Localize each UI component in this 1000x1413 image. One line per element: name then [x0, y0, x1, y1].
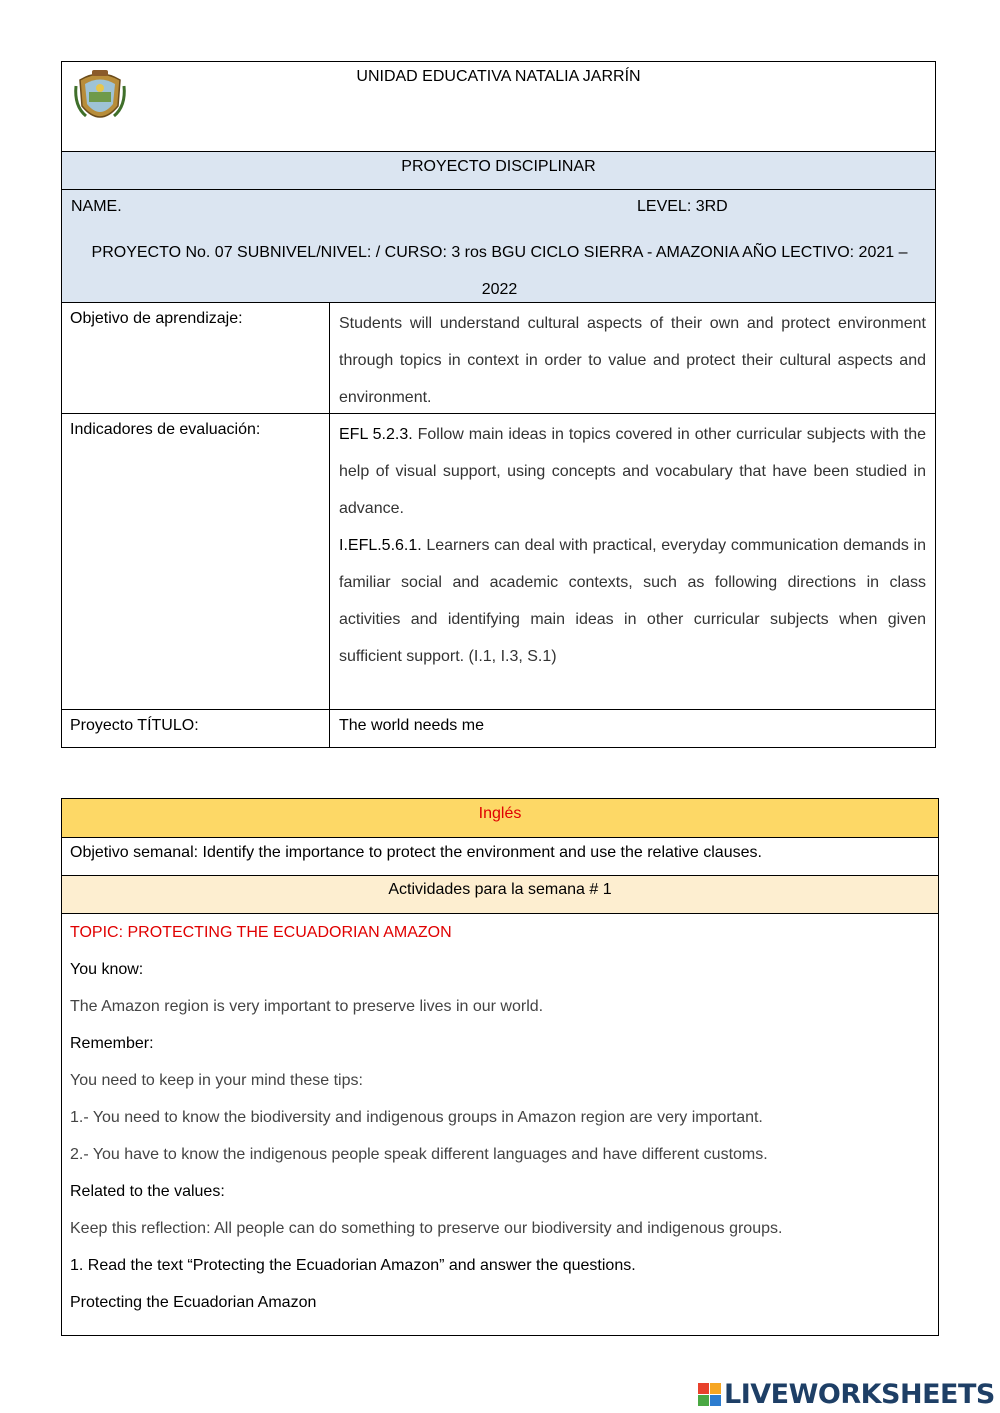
reading-instruction: 1. Read the text “Protecting the Ecuadorian Amazon” and answer the questions.: [70, 1257, 636, 1274]
weekly-activities-table: [61, 798, 939, 1336]
tip-1: 1.- You need to know the biodiversity and indigenous groups in Amazon region are very important.: [70, 1109, 763, 1126]
logo-squares-icon: [698, 1383, 721, 1406]
remember-label: Remember:: [70, 1035, 154, 1052]
indicator-code-1: EFL 5.2.3.: [339, 426, 413, 443]
remember-intro: You need to keep in your mind these tips:: [70, 1072, 363, 1089]
project-title-row: [62, 710, 935, 747]
liveworksheets-logo[interactable]: [698, 1377, 995, 1411]
learning-objective-row: [62, 303, 935, 414]
subject-header: Inglés: [62, 799, 938, 838]
you-know-text: The Amazon region is very important to preserve lives in our world.: [70, 998, 544, 1015]
school-header-row: [62, 62, 935, 152]
evaluation-indicators-label: Indicadores de evaluación:: [62, 414, 330, 709]
logo-square-l: [698, 1383, 709, 1394]
topic-heading: TOPIC: PROTECTING THE ECUADORIAN AMAZON: [70, 924, 452, 941]
values-label: Related to the values:: [70, 1183, 225, 1200]
evaluation-indicators-row: [62, 414, 935, 710]
tip-2: 2.- You have to know the indigenous people speak different languages and have different customs.: [70, 1146, 768, 1163]
name-label: NAME.: [71, 198, 122, 215]
project-title-label: Proyecto TÍTULO:: [62, 710, 330, 747]
project-info-table: [61, 61, 936, 748]
indicator-text-1: Follow main ideas in topics covered in other curricular subjects with the help of visual support, using concepts and vocabulary that have been studied in advance.: [339, 426, 926, 517]
activities-content: [62, 914, 938, 1335]
logo-square-e: [710, 1395, 721, 1406]
project-title-value: The world needs me: [339, 717, 484, 734]
level-label: LEVEL: 3RD: [637, 198, 728, 215]
logo-square-i: [710, 1383, 721, 1394]
weekly-objective: Objetivo semanal: Identify the importance to protect the environment and use the relative clauses.: [62, 838, 938, 876]
logo-text: LIVEWORKSHEETS: [724, 1378, 995, 1410]
indicator-text-2: Learners can deal with practical, everyday communication demands in familiar social and academic contexts, such as following directions in class activities and identifying main ideas in other curricular subjects when given sufficient support. (I.1, I.3, S.1): [339, 537, 926, 665]
reading-title: Protecting the Ecuadorian Amazon: [70, 1294, 317, 1311]
school-name: UNIDAD EDUCATIVA NATALIA JARRÍN: [356, 68, 641, 85]
learning-objective-text: Students will understand cultural aspects of their own and protect environment through topics in context in order to value and protect their cultural aspects and environment.: [339, 315, 926, 406]
evaluation-indicators-text: [330, 414, 935, 709]
learning-objective-label: Objetivo de aprendizaje:: [62, 303, 330, 413]
student-info-row: [62, 190, 935, 303]
values-text: Keep this reflection: All people can do something to preserve our biodiversity and indigenous groups.: [70, 1220, 783, 1237]
logo-square-v: [698, 1395, 709, 1406]
project-details-line: PROYECTO No. 07 SUBNIVEL/NIVEL: / CURSO: 3 ros BGU CICLO SIERRA - AMAZONIA AÑO LECTIVO: 2021 – 2022: [91, 244, 908, 298]
activities-header: Actividades para la semana # 1: [62, 876, 938, 914]
you-know-label: You know:: [70, 961, 144, 978]
project-type-row: PROYECTO DISCIPLINAR: [62, 152, 935, 190]
indicator-code-2: I.EFL.5.6.1.: [339, 537, 422, 554]
